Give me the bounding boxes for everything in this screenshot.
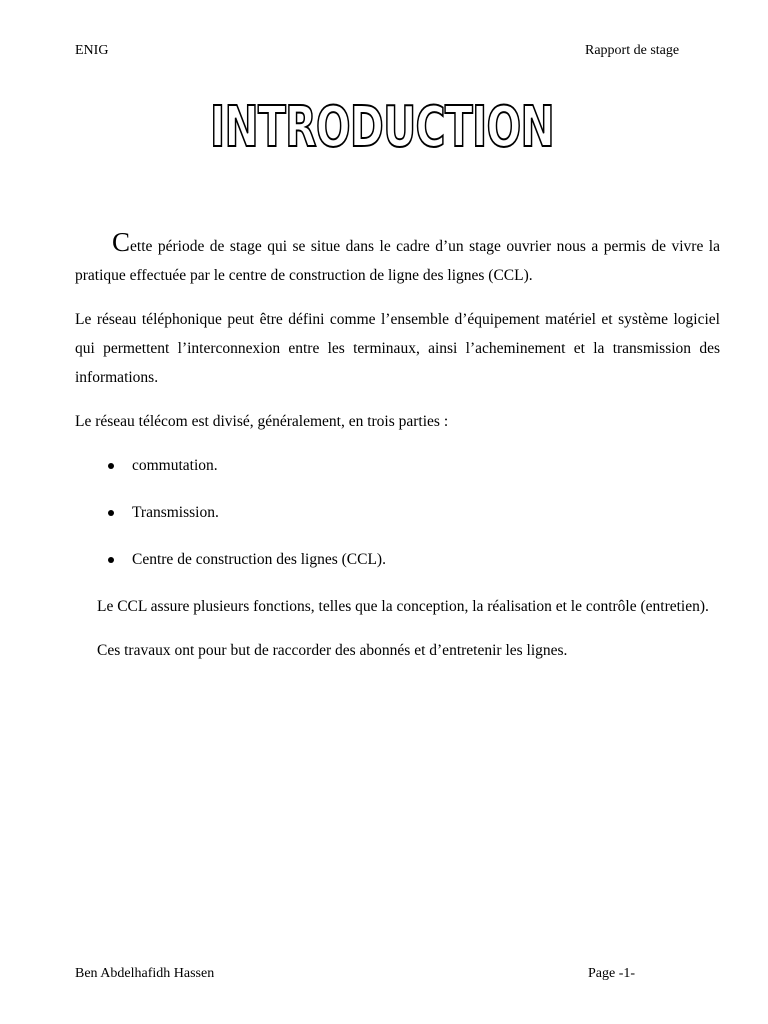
bullet-dot-icon [108,463,114,469]
drop-cap-letter: C [112,227,131,257]
list-item [75,498,720,527]
list-item [75,545,720,574]
bullet-dot-icon [108,510,114,516]
list-item-text: Transmission. [132,504,219,521]
network-definition-paragraph: Le réseau téléphonique peut être défini comme l’ensemble d’équipement matériel et système logiciel qui permettent l’interconnexion entre les terminaux, ainsi l’acheminement et la transmission des informations. [75,311,720,386]
intro-text: ette période de stage qui se situe dans le cadre d’un stage ouvrier nous a permis de vivre la pratique effectuée par le centre de construction de ligne des lignes (CCL). [75,238,720,284]
list-item-text: Centre de construction des lignes (CCL). [132,551,386,568]
bullet-dot-icon [108,557,114,563]
page-title: INTRODUCTION [210,95,554,160]
list-item-text: commutation. [132,457,218,474]
footer-page-number: Page -1- [588,966,636,981]
ccl-functions-paragraph: Le CCL assure plusieurs fonctions, telles que la conception, la réalisation et le contrôle (entretien). [97,598,709,615]
intro-paragraph [75,228,720,290]
header-school: ENIG [75,43,109,58]
ccl-goal-paragraph: Ces travaux ont pour but de raccorder des abonnés et d’entretenir les lignes. [97,642,568,659]
list-item [75,451,720,480]
body-content [75,228,720,680]
header-report-type: Rapport de stage [585,43,680,58]
network-parts-list [75,451,720,574]
network-parts-paragraph: Le réseau télécom est divisé, généralement, en trois parties : [75,413,449,430]
footer-author: Ben Abdelhafidh Hassen [75,966,215,981]
